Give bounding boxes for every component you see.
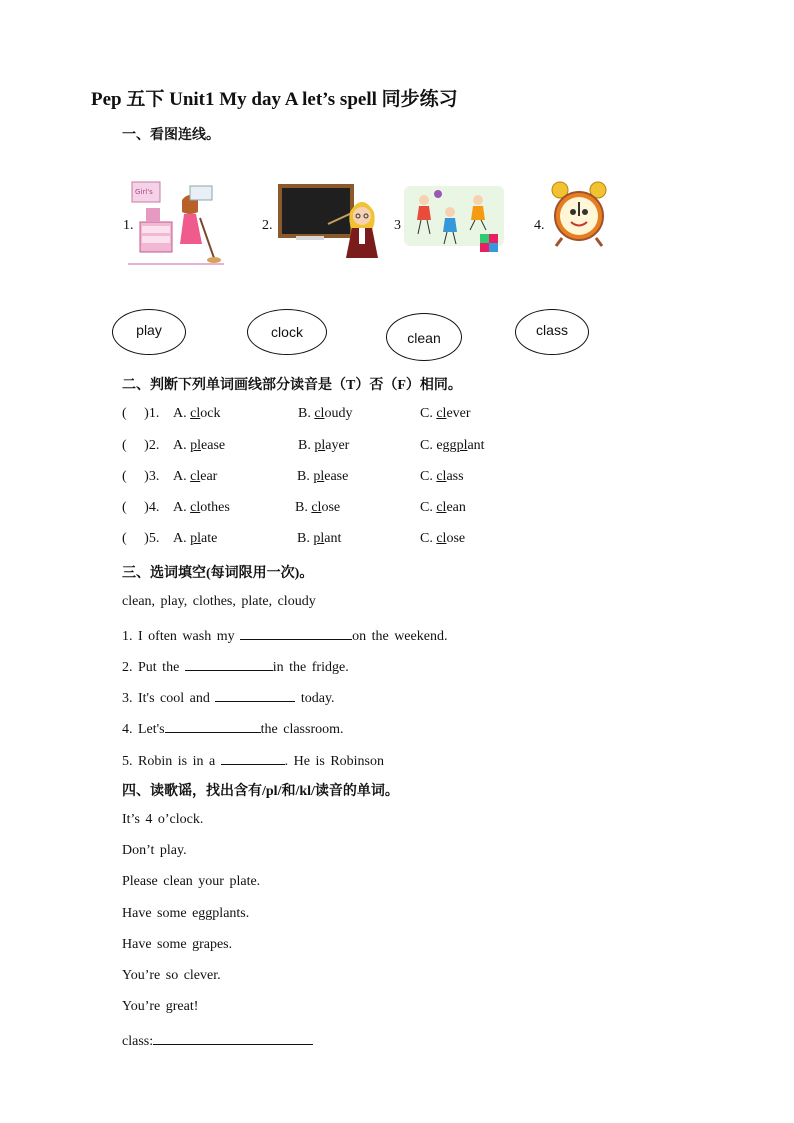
option-c: C. clever <box>420 406 471 421</box>
question-number: )1. <box>144 406 160 421</box>
picture-3-number: 3 <box>394 218 401 233</box>
option-b: B. cloudy <box>298 406 353 421</box>
teacher-blackboard-icon <box>276 182 380 260</box>
chant-line: Please clean your plate. <box>122 874 261 889</box>
chant-line: You’re great! <box>122 999 199 1014</box>
alarm-clock-icon <box>548 180 610 248</box>
word-clock: clock <box>271 324 303 340</box>
answer-line <box>122 1030 313 1050</box>
chant-line: Don’t play. <box>122 843 187 858</box>
option-b: B. close <box>295 500 341 515</box>
chant-line: It’s 4 o’clock. <box>122 812 204 827</box>
word-clean: clean <box>407 330 441 346</box>
question-number: )4. <box>144 500 160 515</box>
fill-sentence-2: 2. Put the in the fridge. <box>122 656 349 676</box>
option-c: C. clean <box>420 500 466 515</box>
fill-sentence-5: 5. Robin is in a . He is Robinson <box>122 750 384 770</box>
answer-blank[interactable] <box>185 656 273 671</box>
question-row: ( )2. <box>122 438 160 453</box>
question-number: )2. <box>144 438 160 453</box>
option-b: B. please <box>297 469 349 484</box>
answer-blank[interactable] <box>153 1030 313 1045</box>
svg-text:Girl's: Girl's <box>135 188 153 196</box>
children-playing-icon <box>404 186 504 258</box>
word-class: class <box>536 322 568 338</box>
word-bank: clean, play, clothes, plate, cloudy <box>122 594 316 609</box>
question-number: )3. <box>144 469 160 484</box>
chant-line: Have some grapes. <box>122 937 233 952</box>
option-b: B. player <box>298 438 350 453</box>
word-play: play <box>136 322 162 338</box>
question-row: ( )5. <box>122 531 160 546</box>
option-a: A. clear <box>173 469 218 484</box>
answer-blank[interactable] <box>165 718 261 733</box>
section1-heading: 一、看图连线。 <box>122 128 220 143</box>
option-c: C. close <box>420 531 466 546</box>
chant-line: Have some eggplants. <box>122 906 250 921</box>
word-oval-clock[interactable] <box>247 309 327 355</box>
question-row: ( )3. <box>122 469 160 484</box>
page-title: Pep 五下 Unit1 My day A let’s spell 同步练习 <box>91 89 458 110</box>
answer-blank[interactable] <box>215 687 295 702</box>
option-a: A. clock <box>173 406 221 421</box>
option-a: A. clothes <box>173 500 230 515</box>
section4-heading: 四、读歌谣，找出含有/pl/和/kl/读音的单词。 <box>122 784 399 799</box>
answer-blank[interactable] <box>221 750 285 765</box>
option-c: C. eggplant <box>420 438 485 453</box>
word-oval-clean[interactable] <box>386 313 462 361</box>
question-number: )5. <box>144 531 160 546</box>
fill-sentence-3: 3. It's cool and today. <box>122 687 335 707</box>
answer-label: class: <box>122 1034 154 1049</box>
picture-2-number: 2. <box>262 218 273 233</box>
picture-1-number: 1. <box>123 218 134 233</box>
fill-sentence-1: 1. I often wash my on the weekend. <box>122 625 447 645</box>
chant-line: You’re so clever. <box>122 968 221 983</box>
section2-heading: 二、判断下列单词画线部分读音是（T）否（F）相同。 <box>122 378 462 393</box>
picture-4-number: 4. <box>534 218 545 233</box>
question-row: ( )1. <box>122 406 160 421</box>
word-oval-class[interactable] <box>515 309 589 355</box>
option-b: B. plant <box>297 531 342 546</box>
fill-sentence-4: 4. Let's the classroom. <box>122 718 344 738</box>
word-oval-play[interactable] <box>112 309 186 355</box>
answer-blank[interactable] <box>240 625 352 640</box>
option-a: A. plate <box>173 531 218 546</box>
girl-sweeping-room-icon <box>128 178 224 266</box>
option-c: C. class <box>420 469 464 484</box>
question-row: ( )4. <box>122 500 160 515</box>
section3-heading: 三、选词填空(每词限用一次)。 <box>122 566 314 581</box>
option-a: A. please <box>173 438 226 453</box>
